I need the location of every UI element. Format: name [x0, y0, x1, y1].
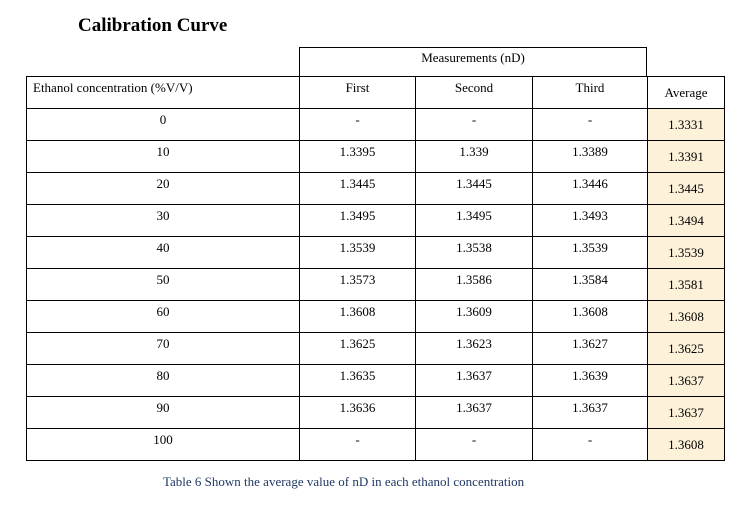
cell-third: - [533, 429, 648, 461]
cell-third: 1.3389 [533, 141, 648, 173]
table-row [27, 109, 725, 141]
cell-second: 1.3609 [416, 301, 533, 333]
column-header-second: Second [416, 77, 533, 109]
page-title: Calibration Curve [78, 15, 228, 36]
table-row [27, 333, 725, 365]
cell-average: 1.3445 [648, 173, 725, 205]
cell-average: 1.3608 [648, 429, 725, 461]
cell-third: 1.3539 [533, 237, 648, 269]
cell-concentration: 10 [27, 141, 300, 173]
cell-first: 1.3636 [300, 397, 416, 429]
cell-second: 1.3445 [416, 173, 533, 205]
cell-third: 1.3446 [533, 173, 648, 205]
table-row [27, 301, 725, 333]
cell-third: 1.3639 [533, 365, 648, 397]
cell-first: 1.3395 [300, 141, 416, 173]
table-row [27, 237, 725, 269]
cell-concentration: 0 [27, 109, 300, 141]
cell-second: 1.3637 [416, 397, 533, 429]
cell-average: 1.3637 [648, 365, 725, 397]
calibration-table-body [27, 77, 725, 461]
cell-second: 1.3637 [416, 365, 533, 397]
cell-concentration: 20 [27, 173, 300, 205]
cell-third: 1.3637 [533, 397, 648, 429]
cell-first: 1.3608 [300, 301, 416, 333]
cell-first: 1.3625 [300, 333, 416, 365]
cell-first: 1.3445 [300, 173, 416, 205]
table-row [27, 397, 725, 429]
cell-concentration: 90 [27, 397, 300, 429]
cell-second: - [416, 109, 533, 141]
table-row [27, 269, 725, 301]
column-header-first: First [300, 77, 416, 109]
cell-second: 1.339 [416, 141, 533, 173]
cell-first: 1.3539 [300, 237, 416, 269]
cell-first: 1.3573 [300, 269, 416, 301]
cell-concentration: 60 [27, 301, 300, 333]
column-header-concentration: Ethanol concentration (%V/V) [27, 77, 300, 109]
cell-average: 1.3391 [648, 141, 725, 173]
cell-concentration: 40 [27, 237, 300, 269]
table-row [27, 173, 725, 205]
cell-second: - [416, 429, 533, 461]
cell-third: 1.3627 [533, 333, 648, 365]
cell-second: 1.3586 [416, 269, 533, 301]
cell-first: - [300, 429, 416, 461]
cell-concentration: 80 [27, 365, 300, 397]
cell-first: - [300, 109, 416, 141]
table-caption: Table 6 Shown the average value of nD in each ethanol concentration [163, 474, 525, 489]
cell-first: 1.3495 [300, 205, 416, 237]
cell-concentration: 70 [27, 333, 300, 365]
cell-third: - [533, 109, 648, 141]
cell-second: 1.3538 [416, 237, 533, 269]
table-row [27, 429, 725, 461]
cell-average: 1.3331 [648, 109, 725, 141]
cell-concentration: 100 [27, 429, 300, 461]
measurements-group-header: Measurements (nD) [299, 47, 647, 76]
cell-average: 1.3637 [648, 397, 725, 429]
column-header-average: Average [648, 77, 725, 109]
cell-second: 1.3495 [416, 205, 533, 237]
table-header-row [27, 77, 725, 109]
cell-third: 1.3584 [533, 269, 648, 301]
table-row [27, 365, 725, 397]
cell-first: 1.3635 [300, 365, 416, 397]
cell-average: 1.3581 [648, 269, 725, 301]
column-header-third: Third [533, 77, 648, 109]
cell-concentration: 50 [27, 269, 300, 301]
cell-concentration: 30 [27, 205, 300, 237]
table-row [27, 205, 725, 237]
calibration-table [26, 76, 725, 461]
cell-third: 1.3608 [533, 301, 648, 333]
cell-average: 1.3494 [648, 205, 725, 237]
cell-average: 1.3539 [648, 237, 725, 269]
cell-average: 1.3625 [648, 333, 725, 365]
table-row [27, 141, 725, 173]
cell-third: 1.3493 [533, 205, 648, 237]
cell-average: 1.3608 [648, 301, 725, 333]
cell-second: 1.3623 [416, 333, 533, 365]
